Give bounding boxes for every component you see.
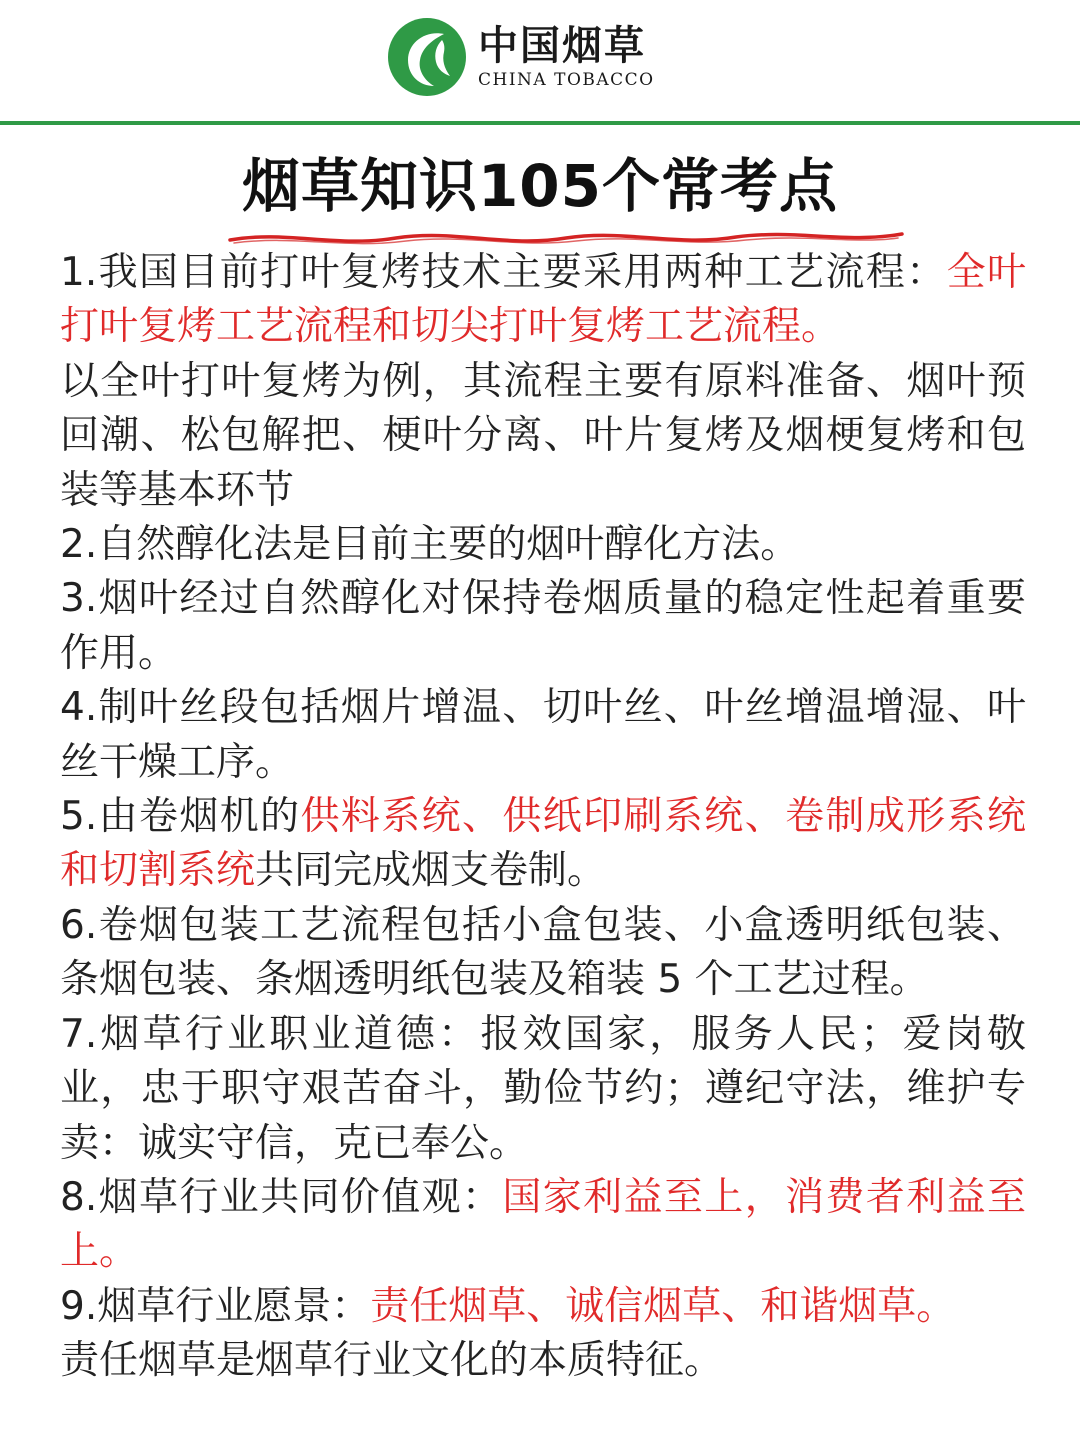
point-1 (60, 246, 1026, 355)
point-1-detail (60, 355, 1026, 518)
point-9-highlight: 责任烟草、诚信烟草、和谐烟草。 (370, 1283, 956, 1329)
point-7 (60, 1008, 1026, 1171)
page-title: 烟草知识105个常考点 (241, 152, 839, 220)
point-5 (60, 790, 1026, 899)
point-9-text: 9.烟草行业愿景： (60, 1283, 371, 1329)
point-1-highlight: 全叶打叶复烤工艺流程和切尖打叶复烤工艺流程。 (60, 250, 1026, 350)
point-3-text: 3.烟叶经过自然醇化对保持卷烟质量的稳定性起着重要作用。 (60, 576, 1026, 676)
point-4 (60, 681, 1026, 790)
point-5-text: 5.由卷烟机的 (60, 794, 301, 840)
point-1-detail-text: 以全叶打叶复烤为例，其流程主要有原料准备、烟叶预回潮、松包解把、梗叶分离、叶片复烤及烟梗复烤和包装等基本环节 (60, 358, 1026, 513)
point-6-text: 6.卷烟包装工艺流程包括小盒包装、小盒透明纸包装、条烟包装、条烟透明纸包装及箱装 5 个工艺过程。 (60, 902, 1026, 1003)
point-1-text: 1.我国目前打叶复烤技术主要采用两种工艺流程： (60, 250, 947, 295)
logo-text (478, 23, 655, 91)
knowledge-points (60, 246, 1026, 1389)
point-2-text: 2.自然醇化法是目前主要的烟叶醇化方法。 (60, 522, 800, 568)
point-4-text: 4.制叶丝段包括烟片增温、切叶丝、叶丝增温增湿、叶丝干燥工序。 (60, 685, 1026, 785)
point-7-text: 7.烟草行业职业道德：报效国家，服务人民；爱岗敬业，忠于职守艰苦奋斗，勤俭节约；遵纪守法，维护专卖：诚实守信，克已奉公。 (60, 1011, 1026, 1166)
point-6 (60, 899, 1026, 1008)
point-8-text: 8.烟草行业共同价值观： (60, 1174, 503, 1220)
point-9-detail (60, 1334, 1026, 1388)
point-3 (60, 572, 1026, 681)
point-5-highlight: 供料系统、供纸印刷系统、卷制成形系统和切割系统 (60, 794, 1026, 894)
header-divider (0, 121, 1080, 125)
point-2 (60, 518, 1026, 572)
point-9-detail-text: 责任烟草是烟草行业文化的本质特征。 (60, 1338, 724, 1384)
china-tobacco-logo (386, 12, 686, 102)
header (0, 0, 1080, 120)
point-8-highlight: 国家利益至上，消费者利益至上。 (60, 1174, 1026, 1275)
logo-name-en: CHINA TOBACCO (478, 70, 655, 90)
point-8 (60, 1171, 1026, 1280)
tobacco-leaf-icon (386, 16, 468, 98)
logo-name-cn: 中国烟草 (478, 23, 646, 69)
point-9 (60, 1280, 1026, 1334)
point-5-text-end: 共同完成烟支卷制。 (255, 848, 607, 894)
